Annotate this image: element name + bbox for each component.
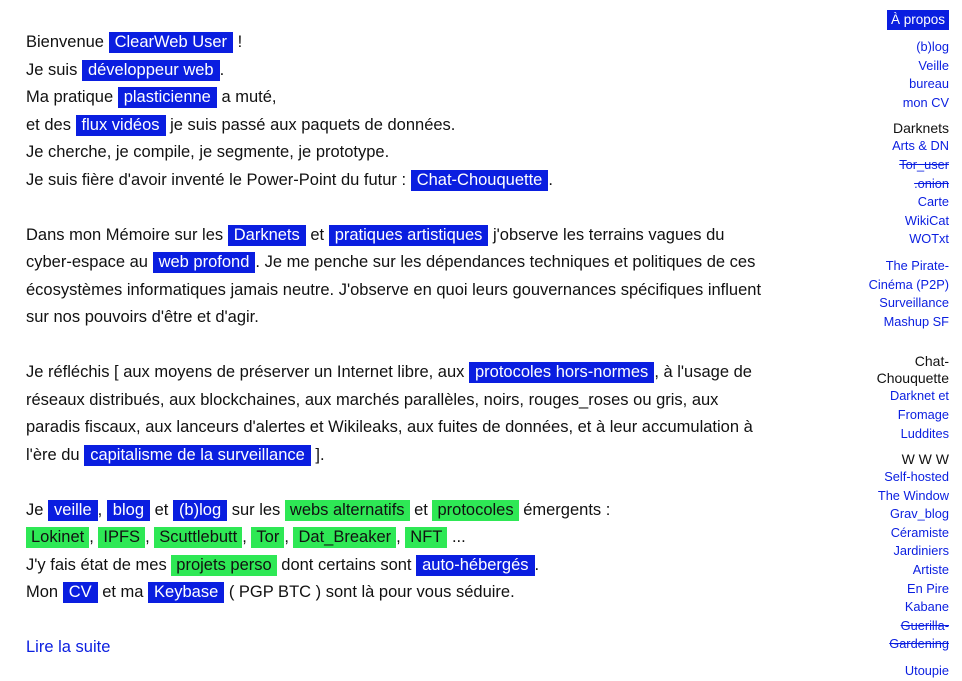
sidebar-item-apropos[interactable]: À propos xyxy=(887,10,949,30)
text: ... xyxy=(447,528,466,546)
sidebar-item-wikicat[interactable]: WikiCat xyxy=(904,212,949,228)
sidebar-item-grav-blog[interactable]: Grav_blog xyxy=(889,506,949,522)
sidebar-heading-www: W W W xyxy=(901,451,949,468)
protocoles-hors-normes-link[interactable]: protocoles hors-normes xyxy=(469,362,654,383)
sidebar-item-guerilla-gardening[interactable] xyxy=(848,617,949,654)
protocoles-link[interactable]: protocoles xyxy=(432,500,518,521)
blog-link[interactable]: blog xyxy=(107,500,150,521)
sidebar-item-self-hosted[interactable]: Self-hosted xyxy=(884,469,949,485)
veille-paragraph xyxy=(26,497,766,607)
web-profond-link[interactable]: web profond xyxy=(153,252,256,273)
text: et xyxy=(409,500,433,519)
sidebar-item-cv[interactable]: mon CV xyxy=(902,94,949,110)
clearweb-user-link[interactable]: ClearWeb User xyxy=(109,32,233,53)
text: , xyxy=(284,528,294,546)
text: The Pirate- xyxy=(885,257,949,273)
text: Cinéma (P2P) xyxy=(868,276,949,292)
text: ]. xyxy=(310,445,325,464)
darknets-link[interactable]: Darknets xyxy=(228,225,306,246)
text: Chat- xyxy=(914,353,949,370)
text: ( PGP BTC ) sont là pour vous séduire. xyxy=(224,583,515,601)
lokinet-link[interactable]: Lokinet xyxy=(26,527,89,548)
flux-videos-link[interactable]: flux vidéos xyxy=(76,115,166,136)
text: Je xyxy=(26,500,49,519)
sidebar-item-the-window[interactable]: The Window xyxy=(877,487,949,503)
sidebar-item-wotxt[interactable]: WOTxt xyxy=(909,231,949,247)
scuttlebutt-link[interactable]: Scuttlebutt xyxy=(154,527,242,548)
text: dont certains sont xyxy=(276,555,417,574)
text: , à l'usage de réseaux distribués, aux blockchaines, aux marchés parallèles, noirs, rouges_roses ou gris, aux paradis fiscaux, aux lanceurs d'alertes et Wikileaks, aux fuites de données, et à leur accumulation à l'ère du xyxy=(26,363,753,464)
capitalisme-surveillance-link[interactable]: capitalisme de la surveillance xyxy=(84,445,311,466)
text: et xyxy=(150,500,173,519)
nft-link[interactable]: NFT xyxy=(405,527,447,548)
ipfs-link[interactable]: IPFS xyxy=(98,527,145,548)
text: Bienvenue xyxy=(26,33,104,51)
sidebar-item-ceramiste[interactable]: Céramiste xyxy=(890,524,949,540)
text: , xyxy=(97,500,107,519)
chat-chouquette-link[interactable]: Chat-Chouquette xyxy=(411,170,549,191)
b-log-link[interactable]: (b)log xyxy=(173,500,227,521)
pratiques-artistiques-link[interactable]: pratiques artistiques xyxy=(329,225,489,246)
text: et xyxy=(305,225,329,244)
text: Je réfléchis [ aux moyens de préserver un Internet libre, aux xyxy=(26,363,469,381)
memoire-paragraph xyxy=(26,222,766,332)
intro-paragraph xyxy=(26,29,766,194)
projets-perso-link[interactable]: projets perso xyxy=(171,555,276,576)
text: . xyxy=(219,60,225,79)
text: Mon xyxy=(26,583,63,601)
text: je suis passé aux paquets de données. xyxy=(165,115,456,134)
text: Darknet et xyxy=(889,388,949,404)
sidebar-item-pirate-cinema[interactable] xyxy=(848,257,949,294)
text: , xyxy=(89,528,99,546)
text: Guerilla- xyxy=(900,617,949,633)
text: et des xyxy=(26,115,76,134)
sidebar-heading-chat-chouquette xyxy=(848,353,949,387)
webs-alternatifs-link[interactable]: webs alternatifs xyxy=(285,500,410,521)
text: Je cherche, je compile, je segmente, je prototype. xyxy=(26,143,390,161)
text: a muté, xyxy=(216,88,277,106)
text: Je suis xyxy=(26,60,82,79)
read-more-link[interactable]: Lire la suite xyxy=(26,638,111,656)
sidebar-item-tor-user[interactable]: Tor_user xyxy=(899,156,949,172)
text: . Je me penche sur les dépendances techniques et politiques de ces écosystèmes informatiques jamais neutre. J'observe en quoi leurs gouvernances spécifiques influent sur nos pouvoirs d'être et d'agir. xyxy=(26,253,762,326)
sidebar-item-en-pire[interactable]: En Pire xyxy=(907,580,949,596)
text: J'y fais état de mes xyxy=(26,555,172,574)
text: . xyxy=(534,555,540,574)
veille-link[interactable]: veille xyxy=(48,500,98,521)
text: j'observe les terrains vagues du cyber-espace au xyxy=(26,225,725,271)
text: . xyxy=(548,170,553,189)
text: Gardening xyxy=(889,636,949,652)
sidebar-item-kabane[interactable]: Kabane xyxy=(904,599,949,615)
sidebar-item-utoupie[interactable]: Utoupie xyxy=(904,663,949,679)
sidebar-item-surveillance[interactable]: Surveillance xyxy=(879,295,949,311)
sidebar-item-darknet-fromage[interactable] xyxy=(848,387,949,424)
sidebar-item-blog[interactable]: (b)log xyxy=(916,39,949,54)
sidebar-item-onion[interactable]: .onion xyxy=(914,175,949,191)
keybase-link[interactable]: Keybase xyxy=(148,582,224,603)
developpeur-web-link[interactable]: développeur web xyxy=(82,60,220,81)
text: sur les xyxy=(227,500,285,519)
text: Ma pratique xyxy=(26,88,118,106)
sidebar-heading-darknets: Darknets xyxy=(892,120,949,137)
sidebar-item-bureau[interactable]: bureau xyxy=(909,76,949,92)
text: Fromage xyxy=(897,406,949,422)
auto-heberges-link[interactable]: auto-hébergés xyxy=(416,555,534,576)
sidebar-nav xyxy=(848,10,949,681)
sidebar-item-mashup-sf[interactable]: Mashup SF xyxy=(883,313,949,329)
sidebar-item-artiste[interactable]: Artiste xyxy=(912,562,949,578)
plasticienne-link[interactable]: plasticienne xyxy=(118,87,217,108)
sidebar-item-veille[interactable]: Veille xyxy=(918,57,949,73)
text: , xyxy=(145,528,155,546)
dat-breaker-link[interactable]: Dat_Breaker xyxy=(293,527,396,548)
text: émergents : xyxy=(518,500,611,519)
main-content xyxy=(26,29,766,662)
text: , xyxy=(396,528,406,546)
sidebar-item-arts-dn[interactable]: Arts & DN xyxy=(892,138,949,154)
sidebar-item-carte[interactable]: Carte xyxy=(917,194,949,210)
cv-link[interactable]: CV xyxy=(63,582,98,603)
text: ! xyxy=(233,33,243,51)
sidebar-item-jardiniers[interactable]: Jardiniers xyxy=(893,543,949,559)
sidebar-item-luddites[interactable]: Luddites xyxy=(900,425,949,441)
reflexion-paragraph xyxy=(26,359,766,469)
text: et ma xyxy=(97,583,149,601)
text: , xyxy=(242,528,252,546)
text: Dans mon Mémoire sur les xyxy=(26,225,228,244)
text: Je suis fière d'avoir inventé le Power-Point du futur : xyxy=(26,170,411,189)
text: Chouquette xyxy=(876,370,949,387)
tor-link[interactable]: Tor xyxy=(251,527,284,548)
